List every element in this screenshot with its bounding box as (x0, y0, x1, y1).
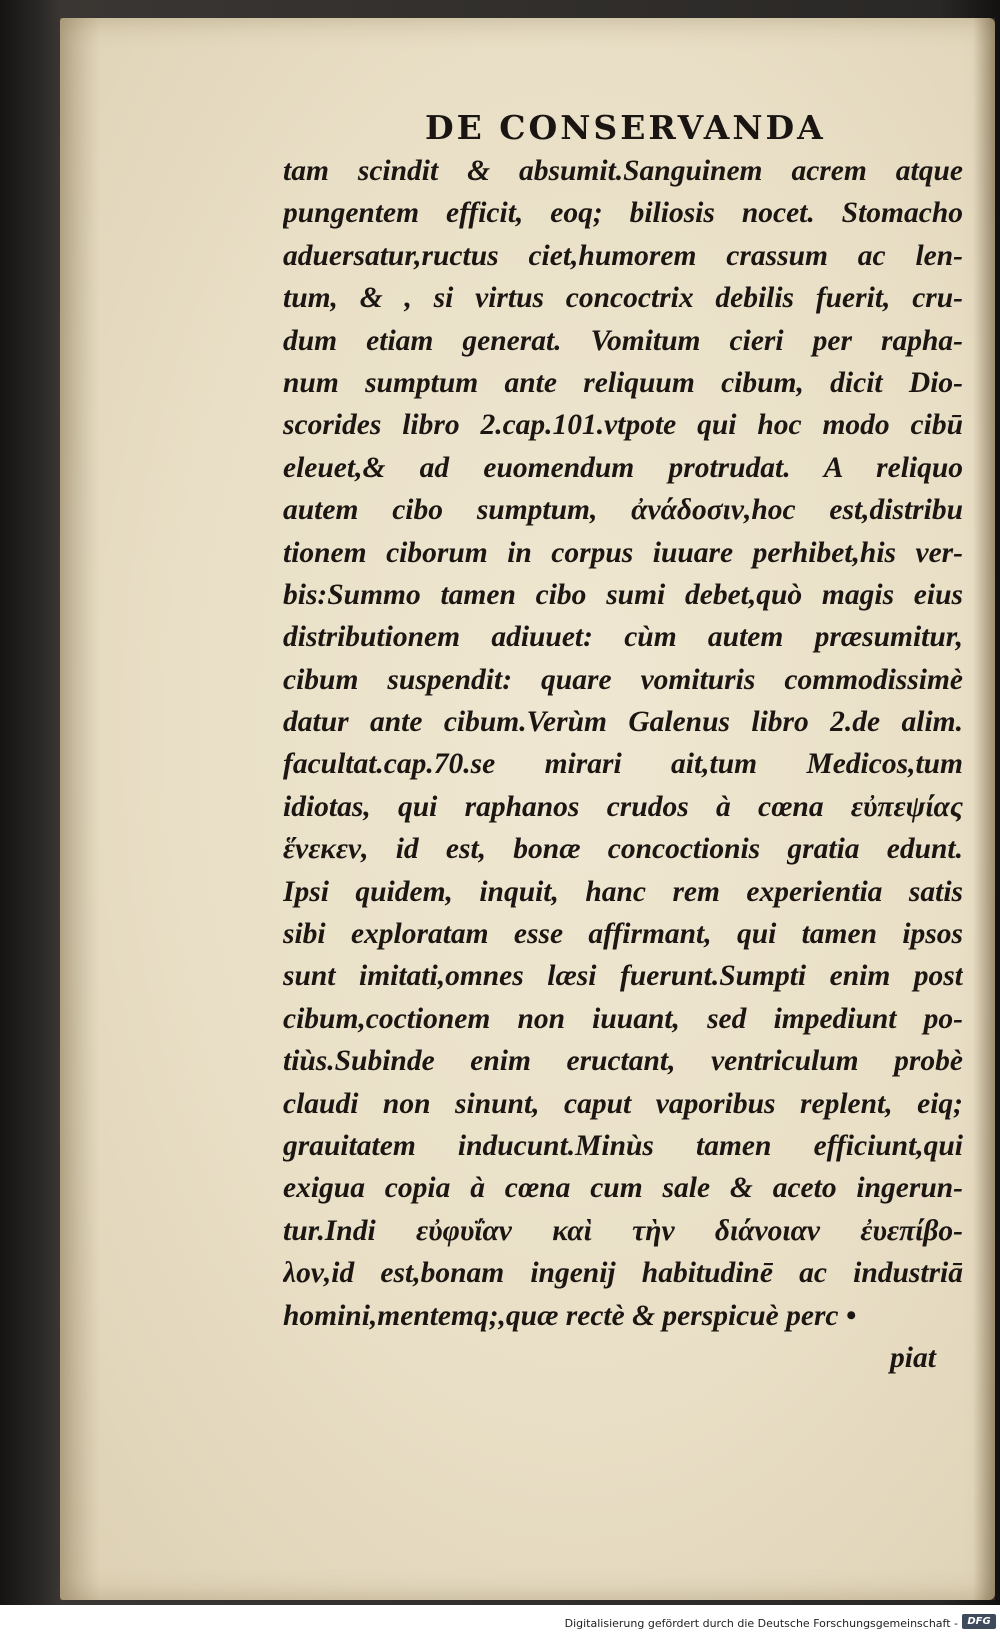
text-line: distributionem adiuuet: cùm autem præsumitur, (283, 621, 963, 654)
text-line: scorides libro 2.cap.101.vtpote qui hoc modo cibū (283, 409, 963, 442)
text-line: exigua copia à cœna cum sale & aceto ingerun- (283, 1172, 963, 1205)
text-line: cibum suspendit: quare vomituris commodissimè (283, 663, 963, 696)
text-line: idiotas, qui raphanos crudos à cœna εὐπεψίας (283, 790, 963, 823)
text-line: cibum,coctionem non iuuant, sed impediunt po- (283, 1002, 963, 1035)
text-line: tum, & , si virtus concoctrix debilis fuerit, cru- (283, 282, 963, 315)
text-line: grauitatem inducunt.Minùs tamen efficiunt,qui (283, 1129, 963, 1162)
text-line: homini,mentemq;,quæ rectè & perspicuè perc • (283, 1299, 857, 1332)
text-line: datur ante cibum.Verùm Galenus libro 2.de alim. (283, 706, 963, 739)
text-line: pungentem efficit, eoq; biliosis nocet. Stomacho (283, 197, 963, 230)
text-line: tam scindit & absumit.Sanguinem acrem atque (283, 155, 963, 187)
text-line: sibi exploratam esse affirmant, qui tamen ipsos (283, 918, 963, 951)
running-head: DE CONSERVANDA (425, 108, 826, 147)
text-line: tionem ciborum in corpus iuuare perhibet,his ver- (283, 536, 963, 569)
text-line: dum etiam generat. Vomitum cieri per rapha- (283, 324, 963, 357)
text-line: autem cibo sumptum, ἀνάδοσιν,hoc est,distribu (283, 494, 963, 527)
text-line: num sumptum ante reliquum cibum, dicit Dio- (283, 366, 963, 399)
text-line: bis:Summo tamen cibo sumi debet,quò magis eius (283, 578, 963, 611)
text-line: ἕνεκεν, id est, bonæ concoctionis gratia edunt. (283, 833, 963, 866)
text-line: eleuet,& ad euomendum protrudat. A reliquo (283, 451, 963, 484)
text-line: facultat.cap.70.se mirari ait,tum Medicos,tum (283, 748, 963, 781)
digitization-note: Digitalisierung gefördert durch die Deutsche Forschungsgemeinschaft - (564, 1617, 958, 1630)
text-line: aduersatur,ructus ciet,humorem crassum ac len- (283, 239, 963, 272)
body-text (283, 150, 963, 1337)
text-line: Ipsi quidem, inquit, hanc rem experientia satis (283, 875, 963, 908)
catchword: piat (890, 1342, 936, 1374)
text-line: sunt imitati,omnes læsi fuerunt.Sumpti enim post (283, 960, 963, 993)
dfg-logo: DFG (962, 1614, 996, 1629)
text-line: tiùs.Subinde enim eructant, ventriculum probè (283, 1045, 963, 1078)
text-line: claudi non sinunt, caput vaporibus replent, eiq; (283, 1087, 963, 1120)
text-line: tur.Indi εὐφυΐαν καὶ τὴν διάνοιαν ἐυεπίβο- (283, 1214, 963, 1247)
text-line: λον,id est,bonam ingenij habitudinē ac industriā (283, 1257, 963, 1290)
